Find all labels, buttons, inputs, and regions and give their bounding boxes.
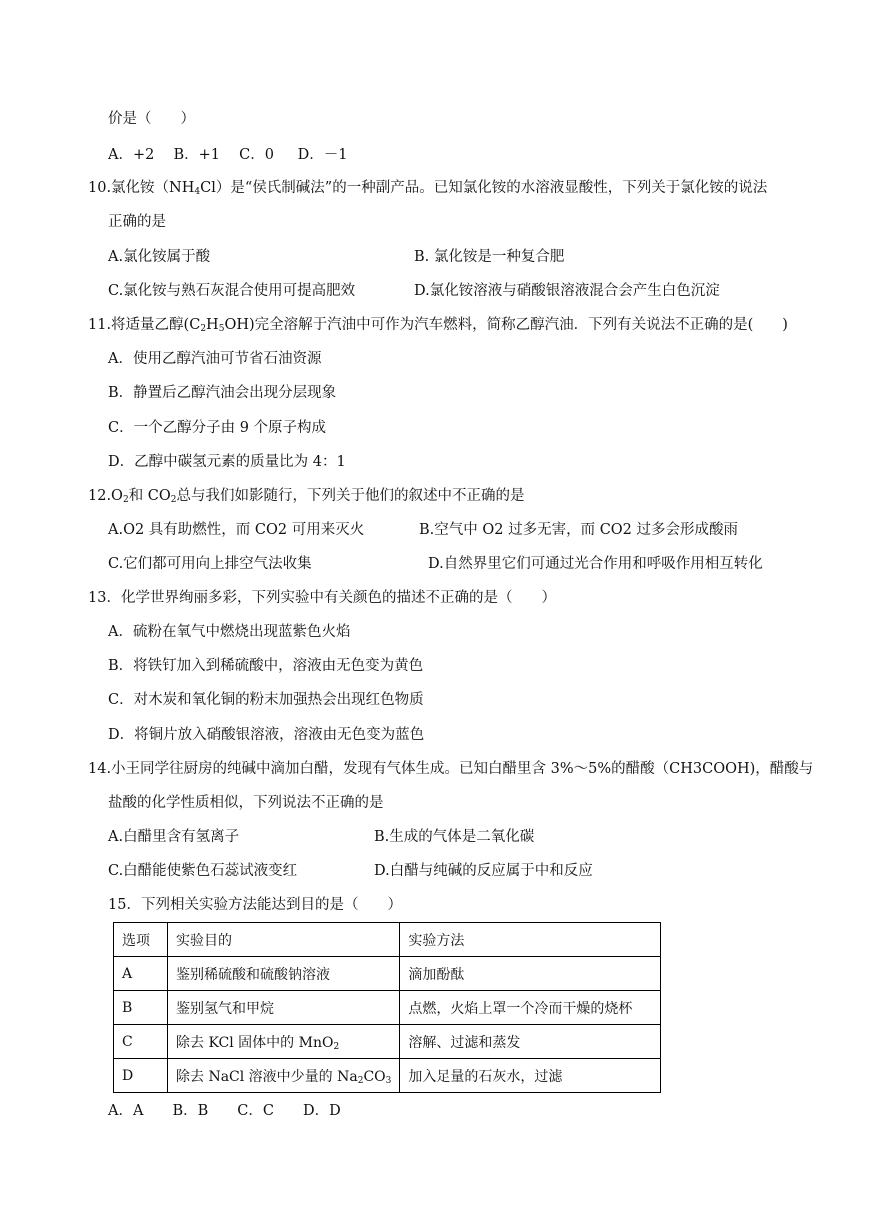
q12-option-a: A.O2 具有助燃性，而 CO2 可用来灭火 bbox=[108, 522, 365, 538]
q14-stem-line1: 14.小王同学往厨房的纯碱中滴加白醋，发现有气体生成。已知白醋里含 3%～5%的醋酸（CH3COOH)，醋酸与 bbox=[88, 761, 814, 777]
q14-option-b: B.生成的气体是二氧化碳 bbox=[374, 829, 535, 845]
q13-option-d: D．将铜片放入硝酸银溶液，溶液由无色变为蓝色 bbox=[108, 727, 425, 743]
row-purpose: 鉴别氢气和甲烷 bbox=[168, 991, 400, 1025]
row-option: C bbox=[114, 1025, 168, 1059]
q14-option-c: C.白醋能使紫色石蕊试液变红 bbox=[108, 863, 298, 879]
table-row bbox=[114, 991, 661, 1025]
q12-option-b: B.空气中 O2 过多无害，而 CO2 过多会形成酸雨 bbox=[419, 522, 739, 538]
q10-option-b: B. 氯化铵是一种复合肥 bbox=[414, 249, 565, 265]
row-option: D bbox=[114, 1059, 168, 1093]
experiment-table bbox=[113, 922, 661, 1093]
q12-option-c: C.它们都可用向上排空气法收集 bbox=[108, 556, 312, 572]
q13-option-b: B．将铁钉加入到稀硫酸中，溶液由无色变为黄色 bbox=[108, 658, 424, 674]
q10-option-a: A.氯化铵属于酸 bbox=[108, 249, 211, 265]
q11-option-d: D．乙醇中碳氢元素的质量比为 4：1 bbox=[108, 454, 346, 470]
q12-stem: $12.O_2$和 $CO_2$总与我们如影随行，下列关于他们的叙述中不正确的是 bbox=[88, 488, 525, 505]
table-row bbox=[114, 957, 661, 991]
header-method: 实验方法 bbox=[400, 923, 661, 957]
q15-options: A．A B．B C．C D．D bbox=[108, 1103, 341, 1119]
q10-option-d: D.氯化铵溶液与硝酸银溶液混合会产生白色沉淀 bbox=[414, 283, 720, 299]
header-option: 选项 bbox=[114, 923, 168, 957]
q12-option-d: D.自然界里它们可通过光合作用和呼吸作用相互转化 bbox=[428, 556, 763, 572]
q14-option-d: D.白醋与纯碱的反应属于中和反应 bbox=[374, 863, 593, 879]
q13-stem: 13．化学世界绚丽多彩，下列实验中有关颜色的描述不正确的是（ ） bbox=[88, 590, 556, 606]
row-method: 加入足量的石灰水，过滤 bbox=[400, 1059, 661, 1093]
header-purpose: 实验目的 bbox=[168, 923, 400, 957]
q10-stem-line2: 正确的是 bbox=[108, 214, 166, 230]
q10-option-c: C.氯化铵与熟石灰混合使用可提高肥效 bbox=[108, 283, 356, 299]
q9-options: A．+2 B．+1 C．0 D．－1 bbox=[108, 147, 348, 163]
row-method: 溶解、过滤和蒸发 bbox=[400, 1025, 661, 1059]
q9-continuation: 价是（ ） bbox=[108, 111, 195, 127]
q15-stem: 15．下列相关实验方法能达到目的是（ ） bbox=[108, 897, 402, 913]
row-option: A bbox=[114, 957, 168, 991]
q14-option-a: A.白醋里含有氢离子 bbox=[108, 829, 240, 845]
table-header-row bbox=[114, 923, 661, 957]
q11-option-c: C．一个乙醇分子由 9 个原子构成 bbox=[108, 420, 327, 436]
row-purpose: 除去 KCl 固体中的 MnO$_2$ bbox=[168, 1025, 400, 1059]
q11-option-b: B．静置后乙醇汽油会出现分层现象 bbox=[108, 385, 337, 401]
table-row bbox=[114, 1025, 661, 1059]
q13-option-c: C．对木炭和氧化铜的粉末加强热会出现红色物质 bbox=[108, 692, 424, 708]
row-method: 点燃，火焰上罩一个冷而干燥的烧杯 bbox=[400, 991, 661, 1025]
q10-stem-line1: 10.氯化铵$(NH_4Cl)$是“侯氏制碱法”的一种副产品。已知氯化铵的水溶液显酸性，下列关于氯化铵的说法 bbox=[88, 180, 768, 197]
row-purpose: 鉴别稀硫酸和硫酸钠溶液 bbox=[168, 957, 400, 991]
row-purpose: 除去 NaCl 溶液中少量的 $Na_2CO_3$ bbox=[168, 1059, 400, 1093]
q13-option-a: A．硫粉在氧气中燃烧出现蓝紫色火焰 bbox=[108, 624, 351, 640]
q11-option-a: A．使用乙醇汽油可节省石油资源 bbox=[108, 351, 322, 367]
q14-stem-line2: 盐酸的化学性质相似，下列说法不正确的是 bbox=[108, 795, 384, 811]
q11-stem: 11.将适量乙醇$(C_2H_5OH)$完全溶解于汽油中可作为汽车燃料，简称乙醇汽油．下列有关说法不正确的是( ) bbox=[88, 317, 788, 334]
row-option: B bbox=[114, 991, 168, 1025]
table-row bbox=[114, 1059, 661, 1093]
row-method: 滴加酚酞 bbox=[400, 957, 661, 991]
